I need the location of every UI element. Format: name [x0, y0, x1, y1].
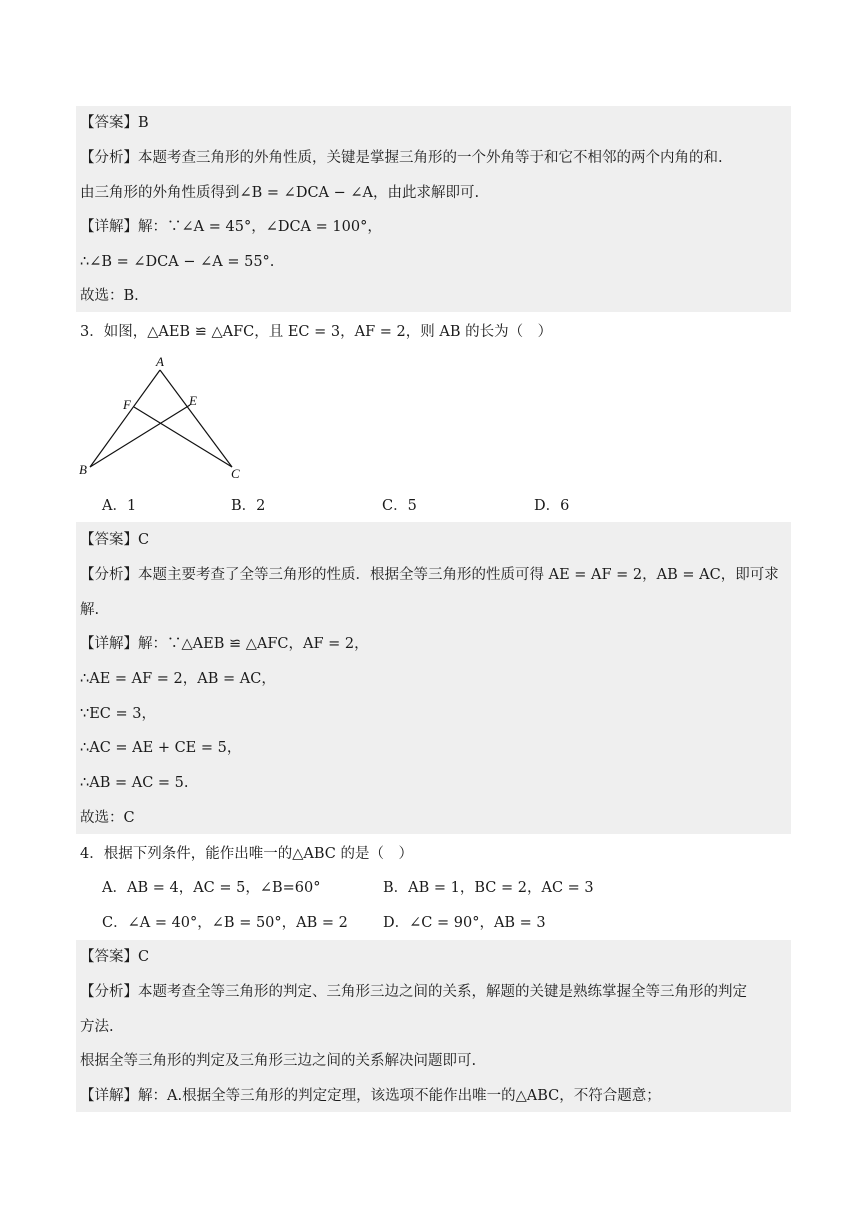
analysis-line: 【分析】本题考查全等三角形的判定、三角形三边之间的关系，解题的关键是熟练掌握全等三角形的判定 [80, 984, 747, 1000]
question-stem: 3．如图，△AEB ≌ △AFC，且 EC = 3，AF = 2，则 AB 的长为（ ） [80, 324, 553, 340]
detail-line: ∴AB = AC = 5. [80, 775, 189, 791]
analysis-line: 由三角形的外角性质得到∠B = ∠DCA − ∠A，由此求解即可. [80, 185, 480, 201]
solution-box-q2 [76, 106, 791, 312]
detail-line: 【详解】解：∵∠A = 45°，∠DCA = 100°， [80, 219, 382, 235]
option-d: D．6 [534, 498, 570, 514]
label-a: A [156, 354, 164, 369]
option-d: D．∠C = 90°，AB = 3 [383, 915, 546, 931]
label-c: C [231, 466, 240, 481]
detail-line: 【详解】解：∵△AEB ≌ △AFC，AF = 2， [80, 636, 369, 652]
segment-be [90, 405, 190, 467]
segment-ac [160, 370, 232, 467]
answer-line: 【答案】B [80, 115, 149, 131]
question-stem: 4．根据下列条件，能作出唯一的△ABC 的是（ ） [80, 846, 413, 862]
option-b: B．AB = 1，BC = 2，AC = 3 [383, 880, 594, 896]
detail-line: ∴AC = AE + CE = 5， [80, 740, 242, 756]
analysis-line: 【分析】本题考查三角形的外角性质，关键是掌握三角形的一个外角等于和它不相邻的两个内角的和. [80, 150, 723, 166]
segment-cf [134, 407, 232, 467]
segment-ab [90, 370, 160, 467]
label-f: F [123, 397, 131, 412]
option-c: C．∠A = 40°，∠B = 50°，AB = 2 [102, 915, 348, 931]
answer-line: 【答案】C [80, 949, 150, 965]
option-a: A．AB = 4，AC = 5，∠B=60° [102, 880, 321, 896]
answer-line: 【答案】C [80, 532, 150, 548]
analysis-line: 解. [80, 602, 100, 618]
choice-line: 故选：C [80, 810, 135, 826]
analysis-line: 方法. [80, 1019, 114, 1035]
detail-line: ∴∠B = ∠DCA − ∠A = 55°. [80, 254, 275, 270]
label-e: E [189, 393, 197, 408]
triangle-figure [76, 352, 256, 484]
detail-line: ∴AE = AF = 2，AB = AC， [80, 671, 276, 687]
detail-line: 【详解】解：A.根据全等三角形的判定定理，该选项不能作出唯一的△ABC，不符合题意； [80, 1088, 661, 1104]
option-a: A．1 [102, 498, 137, 514]
detail-line: ∵EC = 3， [80, 706, 156, 722]
label-b: B [79, 462, 87, 477]
analysis-line: 根据全等三角形的判定及三角形三边之间的关系解决问题即可. [80, 1053, 477, 1069]
choice-line: 故选：B. [80, 288, 139, 304]
option-c: C．5 [382, 498, 417, 514]
option-b: B．2 [231, 498, 266, 514]
analysis-line: 【分析】本题主要考查了全等三角形的性质．根据全等三角形的性质可得 AE = AF = 2，AB = AC，即可求 [80, 567, 779, 583]
